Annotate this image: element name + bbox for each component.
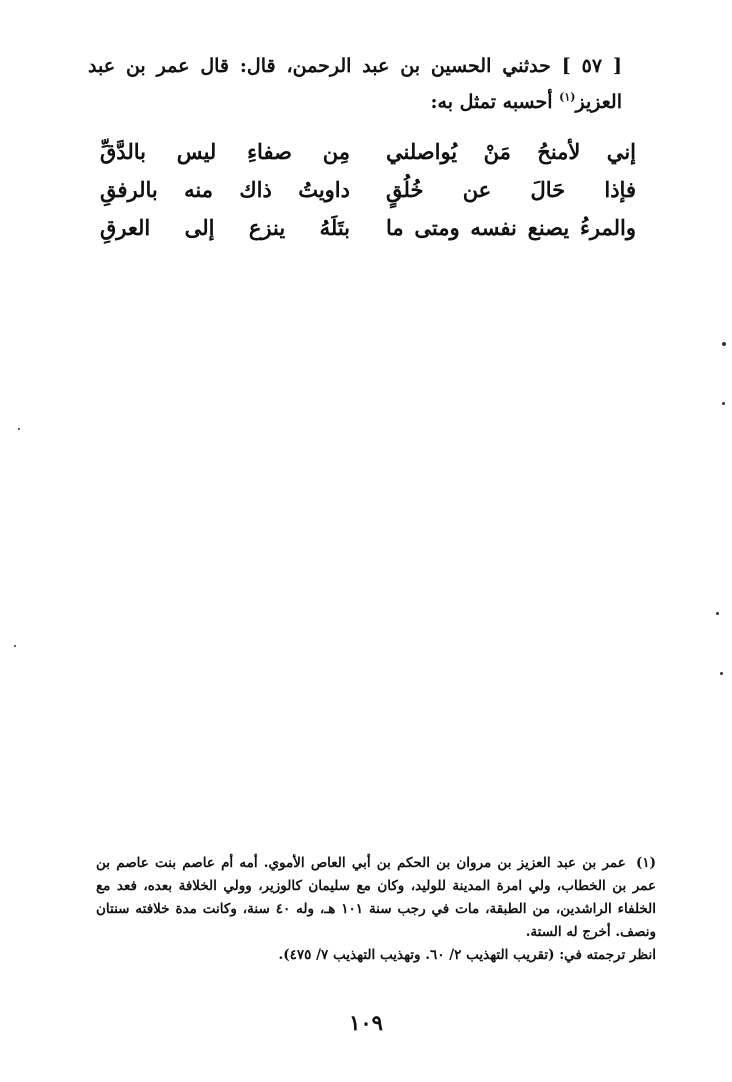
poem-verse	[100, 208, 636, 246]
verse-second-hemistich: داويتُ ذاك منه بالرفقِ	[100, 176, 350, 202]
scan-speck	[18, 428, 20, 430]
footnote-number: (١)	[635, 855, 656, 871]
verse-first-hemistich: والمرءُ يصنع نفسه ومتى ما	[386, 214, 636, 240]
verse-second-hemistich: مِن صفاءِ ليس بالدَّقِّ	[100, 138, 350, 164]
footnote-reference[interactable]: (١)	[559, 90, 576, 104]
scan-speck	[716, 612, 719, 615]
report-text: [ ٥٧ ] حدثني الحسين بن عبد الرحمن، قال: قال عمر بن عبد العزيز	[88, 55, 622, 113]
verse-first-hemistich: فإذا حَالَ عن خُلُقٍ	[386, 176, 636, 202]
poem	[100, 132, 636, 246]
scan-speck	[722, 402, 725, 405]
footnote-text: عمر بن عبد العزيز بن مروان بن الحكم بن أبي العاص الأموي. أمه أم عاصم بنت عاصم بن عمر بن الخطاب، ولي امرة المدينة للوليد، وكان مع سليمان كالوزير، وولي الخلافة بعده، فعد مع الخلفاء الراشدين، من الطبقة، مات في رجب سنة ١٠١ هـ، وله ٤٠ سنة، وكانت مدة خلافته سنتان ونصف. أخرج له الستة.	[96, 855, 656, 940]
verse-second-hemistich: بتَلَهُ ينزع إلى العرقِ	[100, 214, 350, 240]
scan-speck	[722, 342, 726, 346]
report-paragraph	[88, 48, 622, 120]
footnotes-section	[96, 852, 656, 967]
footnote-entry	[96, 852, 656, 944]
page-number: ١٠٩	[349, 1010, 383, 1035]
poem-verse	[100, 132, 636, 170]
scan-speck	[14, 645, 16, 647]
report-text-continued: أحسبه تمثل به:	[430, 91, 560, 113]
scan-speck	[720, 672, 723, 675]
verse-first-hemistich: إني لأمنحُ مَنْ يُواصلني	[386, 138, 636, 164]
footnote-reference-line: انظر ترجمته في: (تقريب التهذيب ٢/ ٦٠. وتهذيب التهذيب ٧/ ٤٧٥).	[278, 947, 656, 963]
poem-verse	[100, 170, 636, 208]
